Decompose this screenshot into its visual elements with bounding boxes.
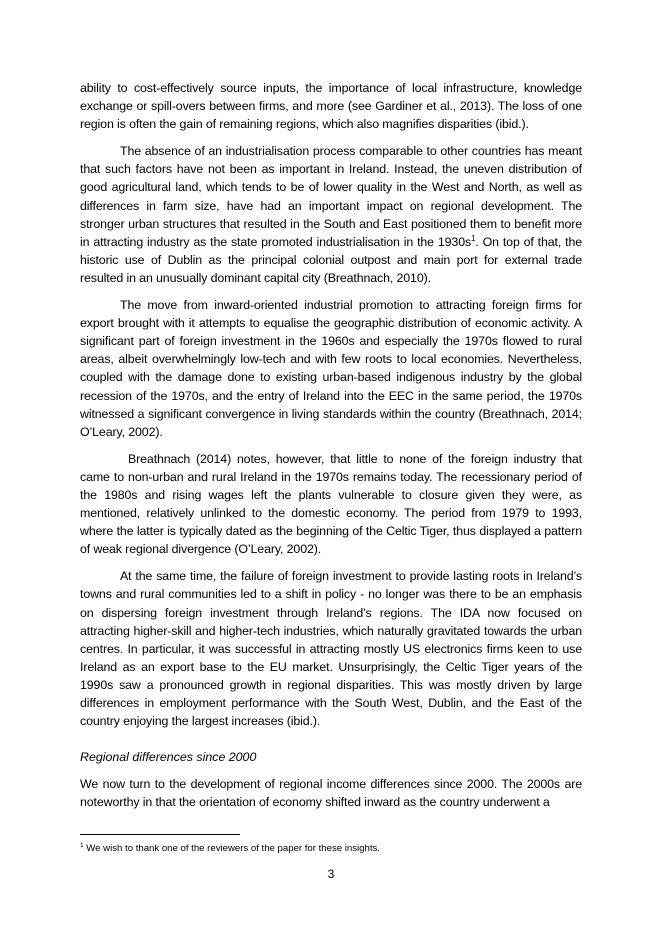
section-paragraph: We now turn to the development of regional income differences since 2000. The 2000s are noteworthy in that the orientation of economy shifted inward as the country underwent a xyxy=(80,777,582,810)
paragraph-3: The move from inward-oriented industrial promotion to attracting foreign firms for export brought with it attempts to equalise the geographic distribution of economic activity. A significant part of foreign investment in the 1960s and especially the 1970s flowed to rural areas, albeit overwhelmingly low-tech and with few roots to local economies. Nevertheless, coupled with the damage done to existing urban-based indigenous industry by the global recession of the 1970s, and the entry of Ireland into the EEC in the same period, the 1970s witnessed a significant convergence in living standards within the country (Breathnach, 2014; O’Leary, 2002). xyxy=(80,298,582,439)
paragraph-2-part-1: The absence of an industrialisation process comparable to other countries has meant that such factors have not been as important in Ireland. Instead, the uneven distribution of good agricultural land, which tends to be of lower quality in the West and North, as well as differences in farm size, have had an important impact on regional development. The stronger urban structures that resulted in the South and East positioned them to benefit more in attracting industry as the state promoted industrialisation in the 1930s xyxy=(80,144,582,249)
paragraph-1: ability to cost-effectively source inputs, the importance of local infrastructure, knowledge exchange or spill-overs between firms, and more (see Gardiner et al., 2013). The loss of one region is often the gain of remaining regions, which also magnifies disparities (ibid.). xyxy=(80,81,582,132)
footnote-marker: 1 xyxy=(80,841,84,849)
footnote-reference: 1 xyxy=(471,233,476,243)
paragraph-2 xyxy=(80,142,582,287)
body-text xyxy=(80,79,582,739)
footnote xyxy=(80,842,582,855)
footnote-text: We wish to thank one of the reviewers of the paper for these insights. xyxy=(83,843,380,854)
paragraph-4: Breathnach (2014) notes, however, that little to none of the foreign industry that came to non-urban and rural Ireland in the 1970s remains today. The recessionary period of the 1980s and rising wages left the plants vulnerable to closure given they were, as mentioned, relatively unlinked to the domestic economy. The period from 1979 to 1993, where the latter is typically dated as the beginning of the Celtic Tiger, thus displayed a pattern of weak regional divergence (O’Leary, 2002). xyxy=(80,451,582,557)
footnote-divider xyxy=(80,834,240,835)
paragraph-2-part-2: . On top of that, the historic use of Dublin as the principal colonial outpost and main port for external trade resulted in an unusually dominant capital city (Breathnach, 2010). xyxy=(80,234,582,285)
section-heading: Regional differences since 2000 xyxy=(80,750,257,764)
paragraph-5: At the same time, the failure of foreign investment to provide lasting roots in Ireland’s towns and rural communities led to a shift in policy - no longer was there to be an emphasis on dispersing foreign investment through Ireland’s regions. The IDA now focused on attracting higher-skill and higher-tech industries, which naturally gravitated towards the urban centres. In particular, it was successful in attracting mostly US electronics firms keen to use Ireland as an export base to the EU market. Unsurprisingly, the Celtic Tiger years of the 1990s saw a pronounced growth in regional disparities. This was mostly driven by large differences in employment performance with the South West, Dublin, and the East of the country enjoying the largest increases (ibid.). xyxy=(80,569,582,729)
page-number: 3 xyxy=(327,867,335,881)
